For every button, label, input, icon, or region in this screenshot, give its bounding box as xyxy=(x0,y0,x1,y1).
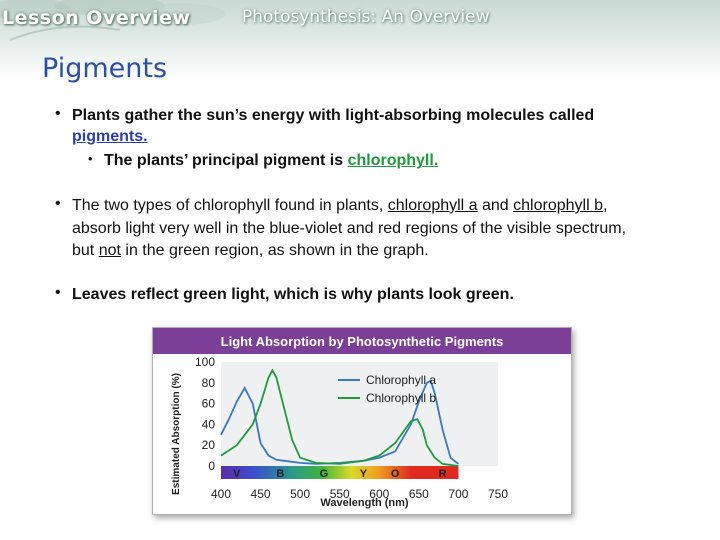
lesson-label: Lesson Overview xyxy=(2,7,191,29)
x-tick-label: 500 xyxy=(290,487,311,501)
legend-label: Chlorophyll a xyxy=(366,373,437,387)
spectrum-letter-label: O xyxy=(390,468,400,480)
keyword-chlorophyll: chlorophyll. xyxy=(347,152,439,169)
x-axis-label: Wavelength (nm) xyxy=(320,497,409,509)
bullet-2-line-3 xyxy=(72,239,429,262)
x-tick-label: 650 xyxy=(408,487,429,501)
y-tick-label: 60 xyxy=(201,396,215,411)
chlorophyll-a-term: chlorophyll a xyxy=(387,197,478,214)
y-tick-label: 40 xyxy=(201,417,215,432)
slide-title: Pigments xyxy=(42,53,168,84)
x-tick-label: 400 xyxy=(210,487,232,501)
bullet-2-line-2: absorb light very well in the blue-violet and red regions of the visible spectrum, xyxy=(72,220,627,237)
x-tick-label: 450 xyxy=(250,487,271,501)
keyword-pigments: pigments. xyxy=(72,128,148,145)
legend-label: Chlorophyll b xyxy=(366,391,437,405)
x-tick-label: 600 xyxy=(369,487,390,501)
deck-title: Photosynthesis: An Overview xyxy=(242,7,490,27)
sub-bullet-1-text: The plants’ principal pigment is xyxy=(104,152,348,169)
spectrum-letter-label: V xyxy=(233,468,241,480)
bullet-2-and: and xyxy=(477,197,514,214)
sub-bullet-1 xyxy=(104,149,438,172)
y-tick-label: 0 xyxy=(208,459,215,473)
absorption-chart xyxy=(152,327,572,515)
spectrum-letter-label: G xyxy=(319,468,329,480)
bullet-2-line-1 xyxy=(72,194,607,217)
chart-svg xyxy=(153,328,571,514)
bullet-2-prefix: The two types of chlorophyll found in plants, xyxy=(72,197,388,214)
spectrum-letter-label: B xyxy=(276,468,285,480)
bullet-2-but: but xyxy=(72,242,99,259)
y-axis-label: Estimated Absorption (%) xyxy=(171,373,182,495)
bullet-dot-icon: • xyxy=(55,105,61,122)
bullet-3-line-1: Leaves reflect green light, which is why plants look green. xyxy=(72,286,514,303)
chart-title: Light Absorption by Photosynthetic Pigments xyxy=(220,334,504,349)
not-term: not xyxy=(98,242,121,259)
bullet-dot-icon: • xyxy=(55,284,61,301)
y-tick-label: 100 xyxy=(194,355,215,369)
y-tick-label: 80 xyxy=(201,375,215,390)
x-tick-label: 700 xyxy=(448,487,469,501)
spectrum-letter-label: R xyxy=(438,468,447,480)
bullet-1-line-1: Plants gather the sun’s energy with light-absorbing molecules called xyxy=(72,107,595,124)
x-tick-label: 750 xyxy=(487,487,509,501)
bullet-dot-icon: • xyxy=(55,195,61,212)
sub-bullet-dot-icon: • xyxy=(88,151,93,166)
x-tick-label: 550 xyxy=(329,487,350,501)
spectrum-letter-label: Y xyxy=(359,468,368,480)
y-tick-label: 20 xyxy=(201,438,215,453)
chlorophyll-b-term: chlorophyll b xyxy=(513,197,603,214)
bullet-2-suffix: in the green region, as shown in the graph. xyxy=(120,242,429,259)
bullet-2-comma: , xyxy=(602,197,608,214)
plot-area xyxy=(221,362,498,466)
spectrum-bar xyxy=(221,466,458,479)
